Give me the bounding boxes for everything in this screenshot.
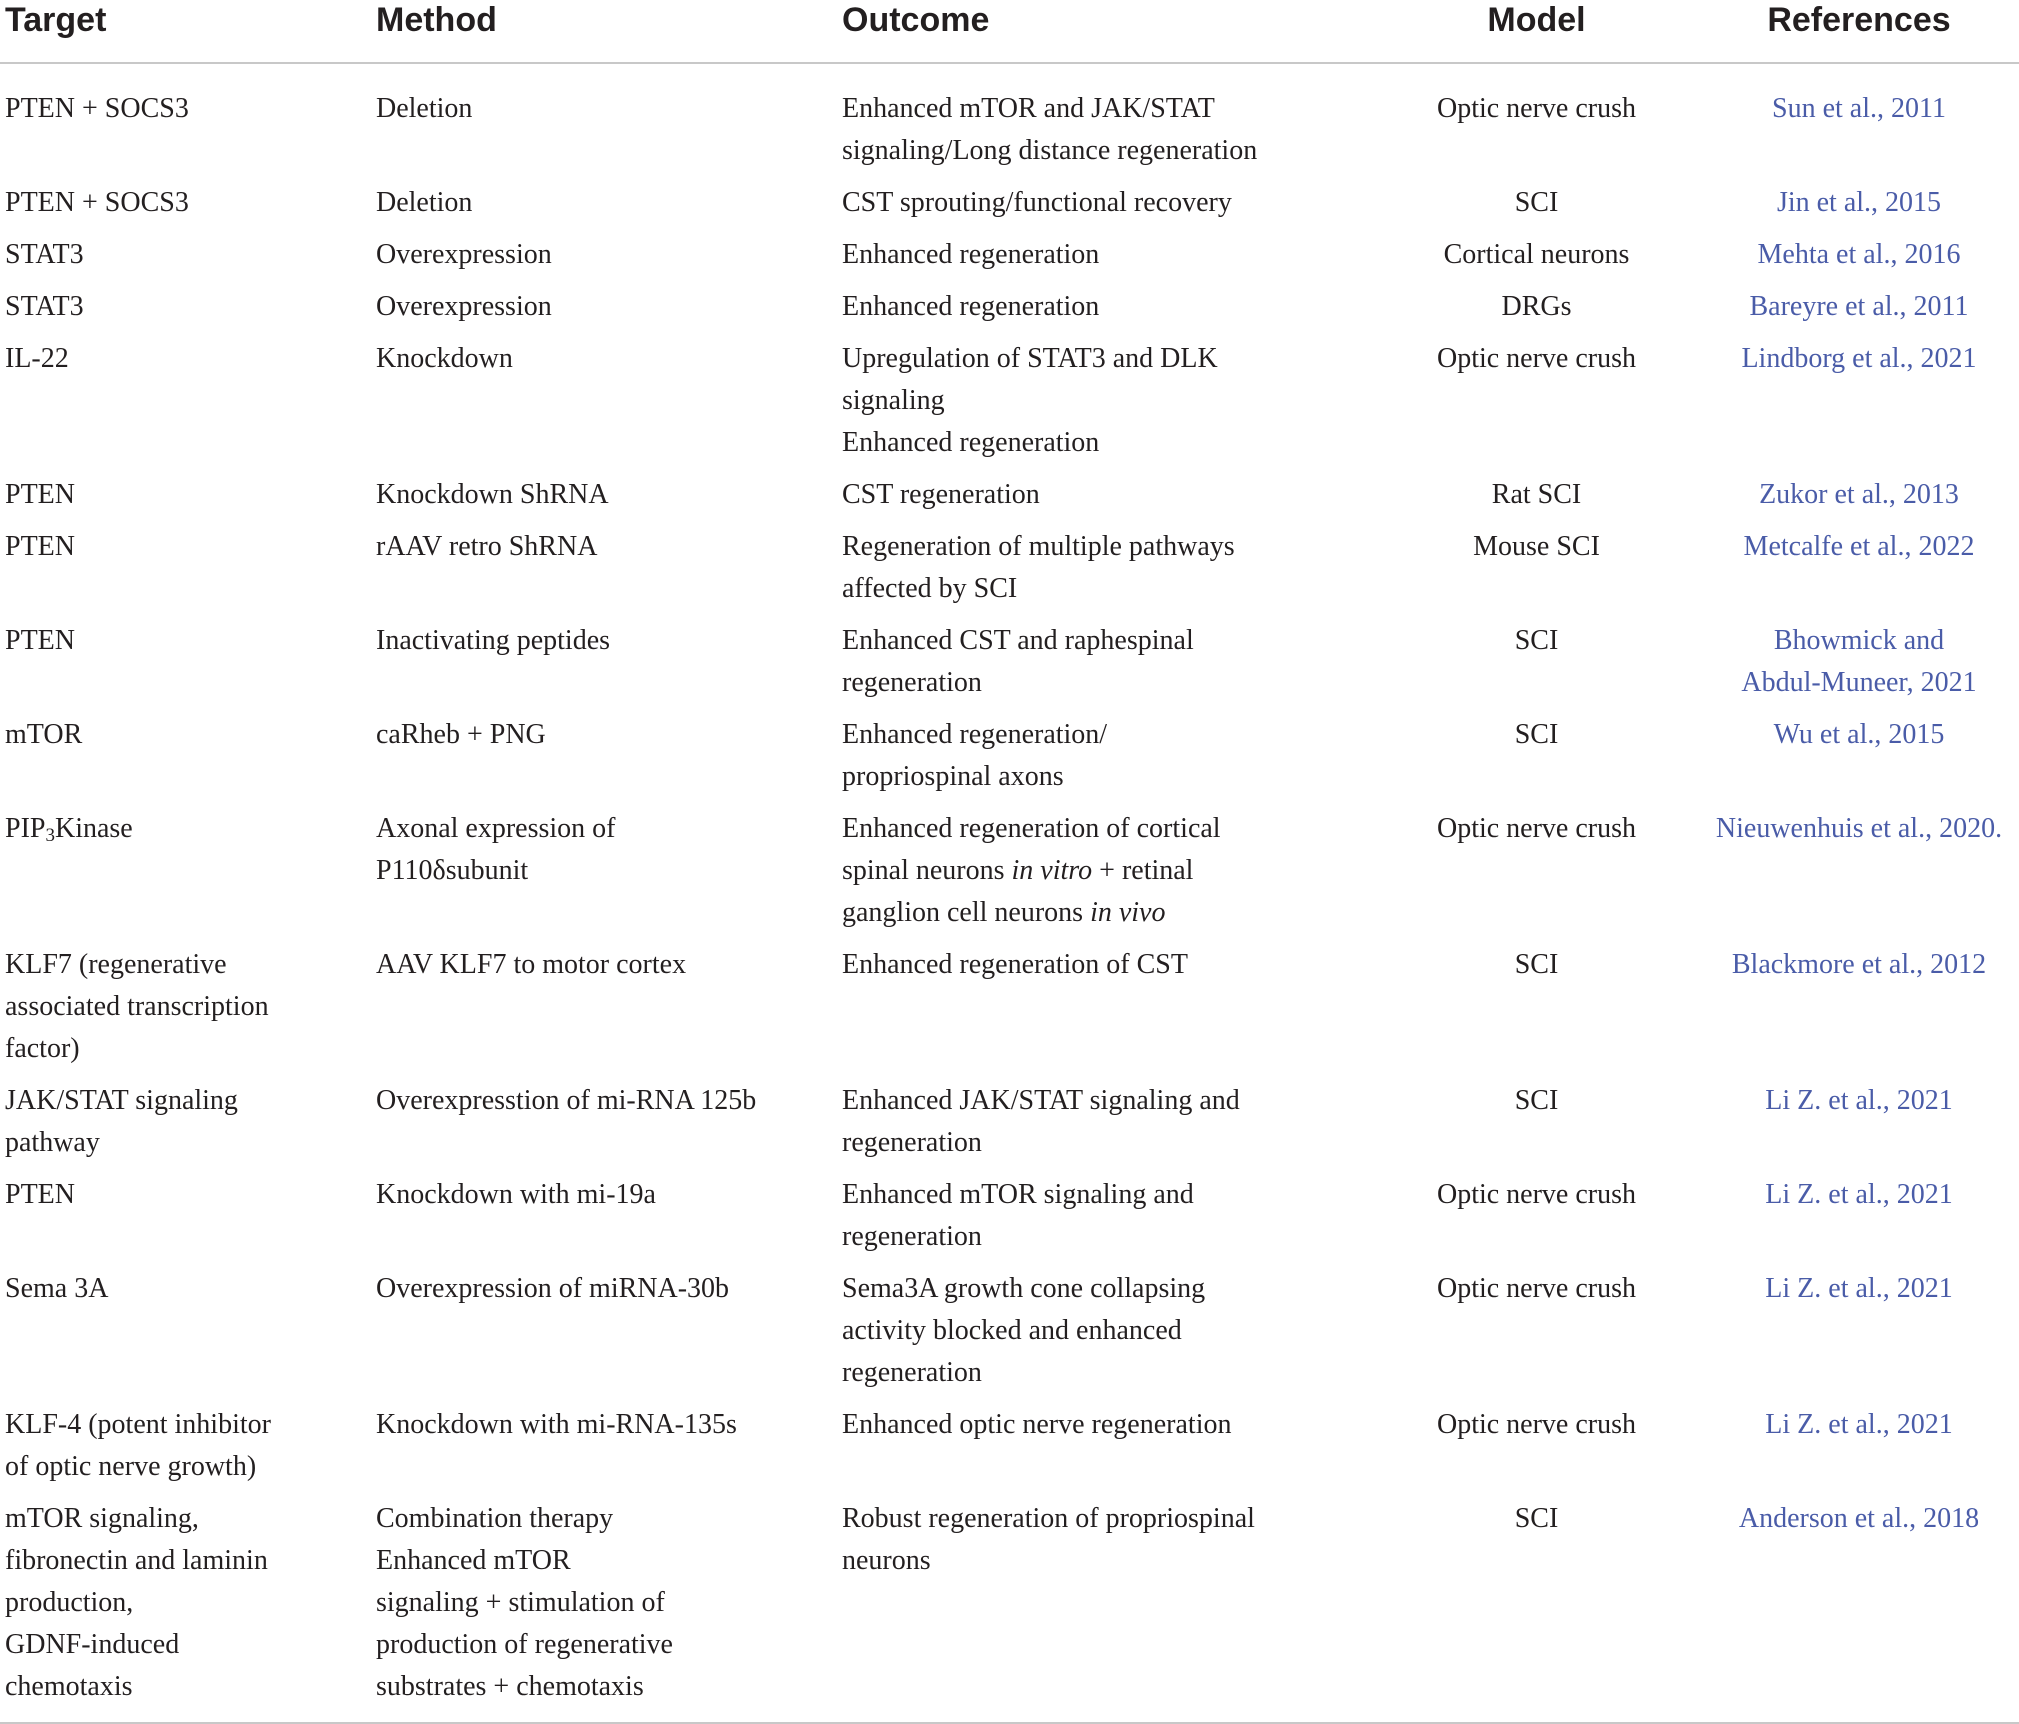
cell-line: factor) xyxy=(5,1033,80,1064)
cell-reference-link[interactable] xyxy=(1699,1404,2019,1498)
cell-outcome xyxy=(837,620,1374,714)
table-row xyxy=(0,944,2019,1080)
cell-reference-link[interactable] xyxy=(1699,286,2019,338)
cell-target xyxy=(0,286,371,338)
table-row xyxy=(0,234,2019,286)
cell-target xyxy=(0,714,371,808)
cell-target xyxy=(0,474,371,526)
table-row xyxy=(0,286,2019,338)
cell-reference-link[interactable] xyxy=(1699,234,2019,286)
cell-model: Optic nerve crush xyxy=(1436,343,1637,374)
table-row xyxy=(0,182,2019,234)
cell-reference-link[interactable] xyxy=(1699,1498,2019,1723)
cell-method xyxy=(371,338,837,474)
reference-link[interactable]: Nieuwenhuis et al., 2020. xyxy=(1715,813,2003,844)
cell-target xyxy=(0,182,371,234)
cell-target xyxy=(0,944,371,1080)
reference-link[interactable]: Wu et al., 2015 xyxy=(1773,719,1945,750)
cell-target xyxy=(0,1498,371,1723)
header-method: Method xyxy=(371,0,837,63)
cell-line: propriospinal axons xyxy=(842,761,1064,792)
table-row xyxy=(0,1174,2019,1268)
cell-outcome xyxy=(837,526,1374,620)
cell-line: STAT3 xyxy=(5,239,84,270)
cell-line: CST regeneration xyxy=(842,479,1040,510)
cell-outcome xyxy=(837,182,1374,234)
cell-target xyxy=(0,620,371,714)
cell-line: regeneration xyxy=(842,1127,982,1158)
cell-reference-link[interactable] xyxy=(1699,63,2019,182)
cell-line: Enhanced CST and raphespinal xyxy=(842,625,1194,656)
cell-line: CST sprouting/functional recovery xyxy=(842,187,1232,218)
cell-model: SCI xyxy=(1514,625,1559,656)
table-row xyxy=(0,338,2019,474)
cell-line: P110δsubunit xyxy=(376,855,529,886)
cell-model: DRGs xyxy=(1501,291,1572,322)
cell-reference-link[interactable] xyxy=(1699,714,2019,808)
cell-outcome xyxy=(837,286,1374,338)
cell-line: Enhanced regeneration xyxy=(842,239,1100,270)
cell-line: Overexpression xyxy=(376,239,552,270)
cell-outcome xyxy=(837,1404,1374,1498)
cell-line xyxy=(5,808,371,850)
cell-outcome xyxy=(837,474,1374,526)
reference-link[interactable]: Blackmore et al., 2012 xyxy=(1731,949,1987,980)
cell-line: PTEN xyxy=(5,479,75,510)
cell-method xyxy=(371,1080,837,1174)
table-row xyxy=(0,1498,2019,1723)
cell-line: affected by SCI xyxy=(842,573,1018,604)
reference-link[interactable]: Li Z. et al., 2021 xyxy=(1765,1085,1953,1116)
cell-model: Optic nerve crush xyxy=(1436,813,1637,844)
cell-line: Deletion xyxy=(376,187,473,218)
cell-method xyxy=(371,63,837,182)
cell-reference-link[interactable] xyxy=(1699,808,2019,944)
cell-model: SCI xyxy=(1514,187,1559,218)
table-row xyxy=(0,620,2019,714)
cell-line: Sema 3A xyxy=(5,1273,109,1304)
cell-line: chemotaxis xyxy=(5,1671,133,1702)
cell-line: Knockdown xyxy=(376,343,513,374)
cell-model: Optic nerve crush xyxy=(1436,1179,1637,1210)
cell-model: SCI xyxy=(1514,719,1559,750)
cell-line: Knockdown ShRNA xyxy=(376,479,609,510)
cell-model: Rat SCI xyxy=(1491,479,1582,510)
cell-outcome xyxy=(837,1174,1374,1268)
cell-line: pathway xyxy=(5,1127,100,1158)
header-target: Target xyxy=(0,0,371,63)
table-row xyxy=(0,526,2019,620)
cell-line: STAT3 xyxy=(5,291,84,322)
cell-outcome xyxy=(837,338,1374,474)
cell-method xyxy=(371,944,837,1080)
cell-line: neurons xyxy=(842,1545,931,1576)
cell-method xyxy=(371,1268,837,1404)
cell-method xyxy=(371,1174,837,1268)
cell-line: Enhanced regeneration/ xyxy=(842,719,1108,750)
table-body xyxy=(0,63,2019,1723)
cell-line: Overexpression of miRNA-30b xyxy=(376,1273,730,1304)
outcome-text: + retinal xyxy=(1092,855,1194,886)
reference-link[interactable]: Zukor et al., 2013 xyxy=(1759,479,1959,510)
cell-target xyxy=(0,1174,371,1268)
cell-line: Overexpression xyxy=(376,291,552,322)
cell-model: Optic nerve crush xyxy=(1436,93,1637,124)
cell-target xyxy=(0,234,371,286)
cell-line: Robust regeneration of propriospinal xyxy=(842,1503,1255,1534)
cell-outcome xyxy=(837,63,1374,182)
cell-outcome xyxy=(837,808,1374,944)
cell-line: Regeneration of multiple pathways xyxy=(842,531,1235,562)
cell-outcome xyxy=(837,944,1374,1080)
cell-reference-link[interactable] xyxy=(1699,338,2019,474)
reference-link[interactable]: Sun et al., 2011 xyxy=(1772,93,1946,124)
reference-link[interactable]: Li Z. et al., 2021 xyxy=(1765,1273,1953,1304)
cell-method xyxy=(371,714,837,808)
cell-line: Enhanced mTOR xyxy=(376,1545,571,1576)
cell-line: of optic nerve growth) xyxy=(5,1451,257,1482)
cell-line: associated transcription xyxy=(5,991,269,1022)
cell-line: Enhanced regeneration of CST xyxy=(842,949,1188,980)
cell-line: regeneration xyxy=(842,1221,982,1252)
cell-method xyxy=(371,1498,837,1723)
cell-line: Enhanced JAK/STAT signaling and xyxy=(842,1085,1240,1116)
cell-outcome xyxy=(837,1498,1374,1723)
cell-line: rAAV retro ShRNA xyxy=(376,531,598,562)
cell-model: SCI xyxy=(1514,949,1559,980)
cell-method xyxy=(371,526,837,620)
cell-model: Cortical neurons xyxy=(1443,239,1630,270)
cell-target xyxy=(0,526,371,620)
cell-target xyxy=(0,1080,371,1174)
cell-target xyxy=(0,63,371,182)
reference-link[interactable]: Li Z. et al., 2021 xyxy=(1765,1179,1953,1210)
table-header xyxy=(0,0,2019,63)
cell-line: production, xyxy=(5,1587,134,1618)
cell-line: fibronectin and laminin xyxy=(5,1545,268,1576)
cell-line: production of regenerative xyxy=(376,1629,673,1660)
cell-reference-link[interactable] xyxy=(1699,526,2019,620)
cell-line: Deletion xyxy=(376,93,473,124)
cell-line: PTEN xyxy=(5,531,75,562)
cell-line: KLF7 (regenerative xyxy=(5,949,227,980)
cell-line: PTEN + SOCS3 xyxy=(5,93,189,124)
cell-method xyxy=(371,808,837,944)
cell-model: SCI xyxy=(1514,1085,1559,1116)
cell-line: signaling + stimulation of xyxy=(376,1587,665,1618)
cell-line: GDNF-induced xyxy=(5,1629,180,1660)
cell-line: Knockdown with mi-19a xyxy=(376,1179,656,1210)
cell-line: signaling/Long distance regeneration xyxy=(842,135,1258,166)
target-text: Kinase xyxy=(54,813,133,844)
reference-link[interactable]: Metcalfe et al., 2022 xyxy=(1743,531,1975,562)
cell-line: Enhanced mTOR and JAK/STAT xyxy=(842,93,1215,124)
cell-line: PTEN + SOCS3 xyxy=(5,187,189,218)
cell-line: AAV KLF7 to motor cortex xyxy=(376,949,687,980)
cell-reference-link[interactable] xyxy=(1699,1174,2019,1268)
header-references: References xyxy=(1699,0,2019,63)
cell-line: Enhanced regeneration xyxy=(842,291,1100,322)
cell-outcome xyxy=(837,1080,1374,1174)
cell-line: signaling xyxy=(842,385,945,416)
cell-outcome xyxy=(837,1268,1374,1404)
cell-reference-link[interactable] xyxy=(1699,1080,2019,1174)
cell-model: Mouse SCI xyxy=(1473,531,1600,562)
reference-link[interactable]: Jin et al., 2015 xyxy=(1776,187,1942,218)
table-row xyxy=(0,63,2019,182)
cell-outcome xyxy=(837,234,1374,286)
cell-reference-link[interactable] xyxy=(1699,944,2019,1080)
table-row xyxy=(0,1404,2019,1498)
italic-text: in vivo xyxy=(1090,897,1166,928)
cell-line: activity blocked and enhanced xyxy=(842,1315,1182,1346)
cell-reference-link[interactable] xyxy=(1699,620,2019,714)
outcome-text: ganglion cell neurons xyxy=(842,897,1091,928)
cell-model: SCI xyxy=(1374,1498,1699,1723)
cell-line: Inactivating peptides xyxy=(376,625,611,656)
table-row xyxy=(0,714,2019,808)
cell-line: Overexpresstion of mi-RNA 125b xyxy=(376,1085,757,1116)
table-row xyxy=(0,1268,2019,1404)
cell-model: Optic nerve crush xyxy=(1436,1409,1637,1440)
cell-line: Combination therapy xyxy=(376,1503,614,1534)
reference-link[interactable]: Lindborg et al., 2021 xyxy=(1741,343,1977,374)
cell-line: JAK/STAT signaling xyxy=(5,1085,238,1116)
cell-line: Sema3A growth cone collapsing xyxy=(842,1273,1206,1304)
subscript-text: 3 xyxy=(45,825,55,846)
italic-text: in vitro xyxy=(1011,855,1093,886)
cell-line: regeneration xyxy=(842,1357,982,1388)
cell-line: PTEN xyxy=(5,1179,75,1210)
table-row xyxy=(0,474,2019,526)
table-row xyxy=(0,808,2019,944)
cell-line: substrates + chemotaxis xyxy=(376,1671,644,1702)
reference-link[interactable]: Bhowmick and xyxy=(1773,625,1945,656)
cell-line: IL-22 xyxy=(5,343,69,374)
cell-target xyxy=(0,1268,371,1404)
cell-line xyxy=(842,892,1374,934)
cell-line: PTEN xyxy=(5,625,75,656)
cell-line: caRheb + PNG xyxy=(376,719,546,750)
cell-line: mTOR signaling, xyxy=(5,1503,199,1534)
outcome-text: spinal neurons xyxy=(842,855,1012,886)
reference-link[interactable]: Abdul-Muneer, 2021 xyxy=(1741,667,1977,698)
cell-target xyxy=(0,1404,371,1498)
target-text: PIP xyxy=(5,813,46,844)
reference-link[interactable]: Mehta et al., 2016 xyxy=(1757,239,1961,270)
cell-line: Knockdown with mi-RNA-135s xyxy=(376,1409,737,1440)
cell-method xyxy=(371,182,837,234)
reference-link[interactable]: Anderson et al., 2018 xyxy=(1738,1503,1980,1534)
cell-target xyxy=(0,338,371,474)
header-row xyxy=(0,0,2019,63)
cell-target xyxy=(0,808,371,944)
reference-link[interactable]: Li Z. et al., 2021 xyxy=(1765,1409,1953,1440)
cell-outcome xyxy=(837,714,1374,808)
cell-method xyxy=(371,620,837,714)
cell-reference-link[interactable] xyxy=(1699,182,2019,234)
cell-line: Enhanced mTOR signaling and xyxy=(842,1179,1194,1210)
header-outcome: Outcome xyxy=(837,0,1374,63)
cell-line: Enhanced regeneration xyxy=(842,427,1100,458)
cell-line: Enhanced optic nerve regeneration xyxy=(842,1409,1232,1440)
cell-method xyxy=(371,1404,837,1498)
cell-line: Enhanced regeneration of cortical xyxy=(842,813,1221,844)
cell-method xyxy=(371,474,837,526)
cell-method xyxy=(371,286,837,338)
cell-line: mTOR xyxy=(5,719,83,750)
cell-line: KLF-4 (potent inhibitor xyxy=(5,1409,271,1440)
cell-reference-link[interactable] xyxy=(1699,1268,2019,1404)
cell-line: Axonal expression of xyxy=(376,813,616,844)
cell-method xyxy=(371,234,837,286)
cell-line xyxy=(842,850,1374,892)
header-model: Model xyxy=(1374,0,1699,63)
cell-reference-link[interactable] xyxy=(1699,474,2019,526)
cell-line: Upregulation of STAT3 and DLK xyxy=(842,343,1218,374)
cell-line: regeneration xyxy=(842,667,982,698)
cell-model: Optic nerve crush xyxy=(1436,1273,1637,1304)
reference-link[interactable]: Bareyre et al., 2011 xyxy=(1749,291,1969,322)
table-row xyxy=(0,1080,2019,1174)
